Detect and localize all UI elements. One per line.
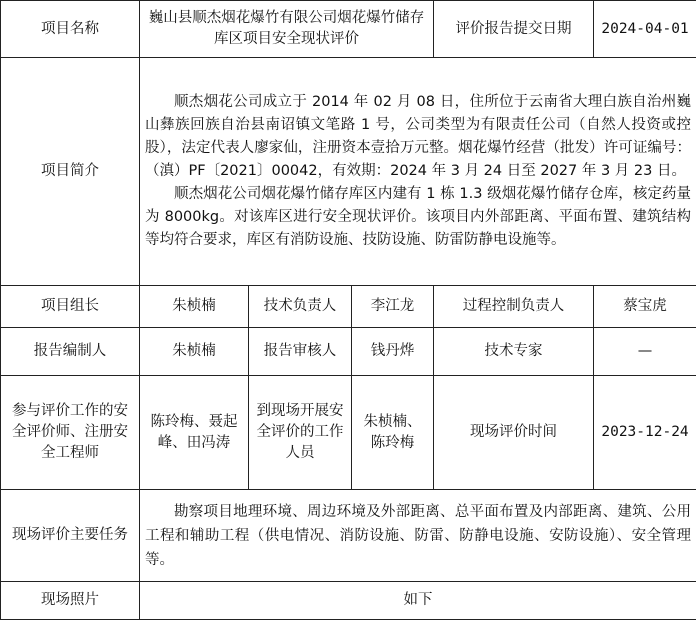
row-onsite-photos (1, 582, 696, 620)
onsite-staff-value: 朱桢楠、陈玲梅 (352, 376, 434, 490)
row-project-name (1, 1, 696, 58)
evaluators-label: 参与评价工作的安全评价师、注册安全工程师 (1, 376, 140, 490)
onsite-staff-label: 到现场开展安全评价的工作人员 (249, 376, 352, 490)
onsite-tasks-text: 勘察项目地理环境、周边环境及外部距离、总平面布置及内部距离、建筑、公用工程和辅助工程（供电情况、消防设施、防雷、防静电设施、安防设施）、安全管理等。 (145, 503, 692, 568)
intro-paragraph-2: 顺杰烟花公司烟花爆竹储存库区内建有 1 栋 1.3 级烟花爆竹储存仓库，核定药量为 8000kg。对该库区进行安全现状评价。该项目内外部距离、平面布置、建筑结构等均符合要求，库区有消防设施、技防设施、防雷防静电设施等。 (145, 186, 692, 248)
expert-value: — (594, 328, 696, 376)
leader-value: 朱桢楠 (140, 286, 249, 328)
submit-date-label: 评价报告提交日期 (434, 1, 594, 58)
row-evaluators (1, 376, 696, 490)
onsite-photos-value: 如下 (140, 582, 696, 620)
leader-label: 项目组长 (1, 286, 140, 328)
onsite-time-label: 现场评价时间 (434, 376, 594, 490)
process-lead-value: 蔡宝虎 (594, 286, 696, 328)
onsite-time-value: 2023-12-24 (594, 376, 696, 490)
reviewer-value: 钱丹烨 (352, 328, 434, 376)
reviewer-label: 报告审核人 (249, 328, 352, 376)
compiler-label: 报告编制人 (1, 328, 140, 376)
compiler-value: 朱桢楠 (140, 328, 249, 376)
project-name-label: 项目名称 (1, 1, 140, 58)
tech-lead-label: 技术负责人 (249, 286, 352, 328)
onsite-tasks-value (140, 490, 696, 582)
tech-lead-value: 李江龙 (352, 286, 434, 328)
row-project-intro (1, 58, 696, 286)
evaluators-value: 陈玲梅、聂起峰、田冯涛 (140, 376, 249, 490)
row-onsite-tasks (1, 490, 696, 582)
intro-paragraph-1: 顺杰烟花公司成立于 2014 年 02 月 08 日，住所位于云南省大理白族自治州巍山彝族回族自治县南诏镇文笔路 1 号，公司类型为有限责任公司（自然人投资或控股），法定代表人廖家仙，注册资本壹拾万元整。烟花爆竹经营（批发）许可证编号：（滇）PF〔2021〕00042，有效期：2024 年 3 月 24 日至 2027 年 3 月 23 日。 (145, 94, 692, 179)
process-lead-label: 过程控制负责人 (434, 286, 594, 328)
row-report-staff (1, 328, 696, 376)
project-name-value: 巍山县顺杰烟花爆竹有限公司烟花爆竹储存库区项目安全现状评价 (140, 1, 434, 58)
expert-label: 技术专家 (434, 328, 594, 376)
onsite-photos-label: 现场照片 (1, 582, 140, 620)
row-team-leads (1, 286, 696, 328)
submit-date-value: 2024-04-01 (594, 1, 696, 58)
project-intro-label: 项目简介 (1, 58, 140, 286)
onsite-tasks-label: 现场评价主要任务 (1, 490, 140, 582)
project-intro-content (140, 58, 696, 286)
